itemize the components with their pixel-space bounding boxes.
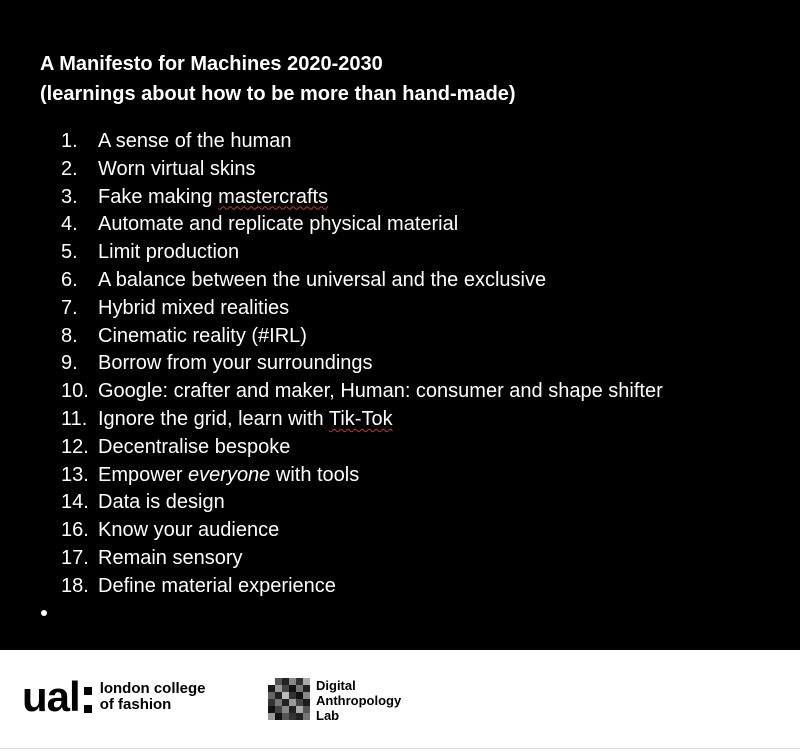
title-line-1: A Manifesto for Machines 2020-2030 [40,53,383,75]
list-item [61,517,663,545]
item-text: Worn virtual skins [98,157,256,180]
item-number: 14. [61,491,89,514]
list-item [61,267,663,295]
item-text-part: Fake making [98,185,219,208]
list-item [61,239,663,267]
item-text: Hybrid mixed realities [98,296,290,319]
item-text-part: Ignore the grid, learn with [98,407,329,430]
item-number: 18. [61,574,89,597]
item-number: 5. [61,241,78,264]
item-text: A balance between the universal and the exclusive [98,268,547,291]
spellcheck-word: mastercrafts [218,185,329,208]
item-number: 3. [61,185,78,208]
item-text: Remain sensory [98,546,243,569]
item-text [98,462,359,490]
item-text: Automate and replicate physical material [98,213,459,236]
list-item [61,462,663,490]
item-number: 4. [61,213,78,236]
item-text-part: with tools [270,463,360,486]
item-text: A sense of the human [98,130,292,152]
item-text: Cinematic reality (#IRL) [98,324,307,347]
item-text-emphasis: everyone [188,463,271,486]
list-item [61,156,663,184]
footer-logos [0,650,800,751]
title-line-2: (learnings about how to be more than hand-made) [40,83,516,105]
college-name-line-2: of fashion [99,696,172,713]
item-text: Google: crafter and maker, Human: consumer and shape shifter [98,380,663,403]
item-text: Decentralise bespoke [98,435,291,458]
footer-divider [0,748,800,749]
pixel-mosaic-icon [268,678,310,720]
item-text [98,184,328,212]
list-item [61,184,663,212]
list-item [61,350,663,378]
item-text: Borrow from your surroundings [98,352,373,375]
list-item [61,211,663,239]
spellcheck-word: Tik-Tok [328,407,393,430]
college-name [100,681,206,713]
ual-wordmark: ual [22,673,80,720]
item-number: 16. [61,519,89,542]
list-item [61,545,663,573]
item-number: 1. [61,130,78,152]
item-number: 11. [61,407,88,430]
list-item [61,323,663,351]
item-number: 7. [61,296,78,319]
lab-name-line-3: Lab [316,708,340,723]
list-item [61,573,663,601]
ual-lcf-logo [22,673,206,720]
ual-colon-icon [84,687,92,713]
item-text-part: Empower [98,463,189,486]
item-number: 13. [61,463,89,486]
list-item [61,489,663,517]
list-item [61,406,663,434]
college-name-line-1: london college [99,680,206,697]
item-text: Limit production [98,241,240,264]
lab-name-line-1: Digital [316,678,356,693]
item-number: 17. [61,546,89,569]
digital-anthropology-lab-logo [268,678,401,723]
item-text: Know your audience [98,519,280,542]
item-number: 6. [61,268,78,291]
lab-name [316,678,401,723]
item-number: 9. [61,352,78,375]
slide-title [40,49,516,109]
manifesto-list [61,128,663,601]
empty-bullet-point [41,610,47,616]
item-text: Data is design [98,491,225,514]
item-text: Define material experience [98,574,336,597]
item-text [98,406,393,434]
list-item [61,295,663,323]
item-number: 8. [61,324,78,347]
item-number: 12. [61,435,89,458]
item-number: 10. [61,380,89,403]
lab-name-line-2: Anthropology [316,693,402,708]
item-number: 2. [61,157,78,180]
list-item [61,434,663,462]
list-item [61,378,663,406]
list-item [61,128,663,156]
